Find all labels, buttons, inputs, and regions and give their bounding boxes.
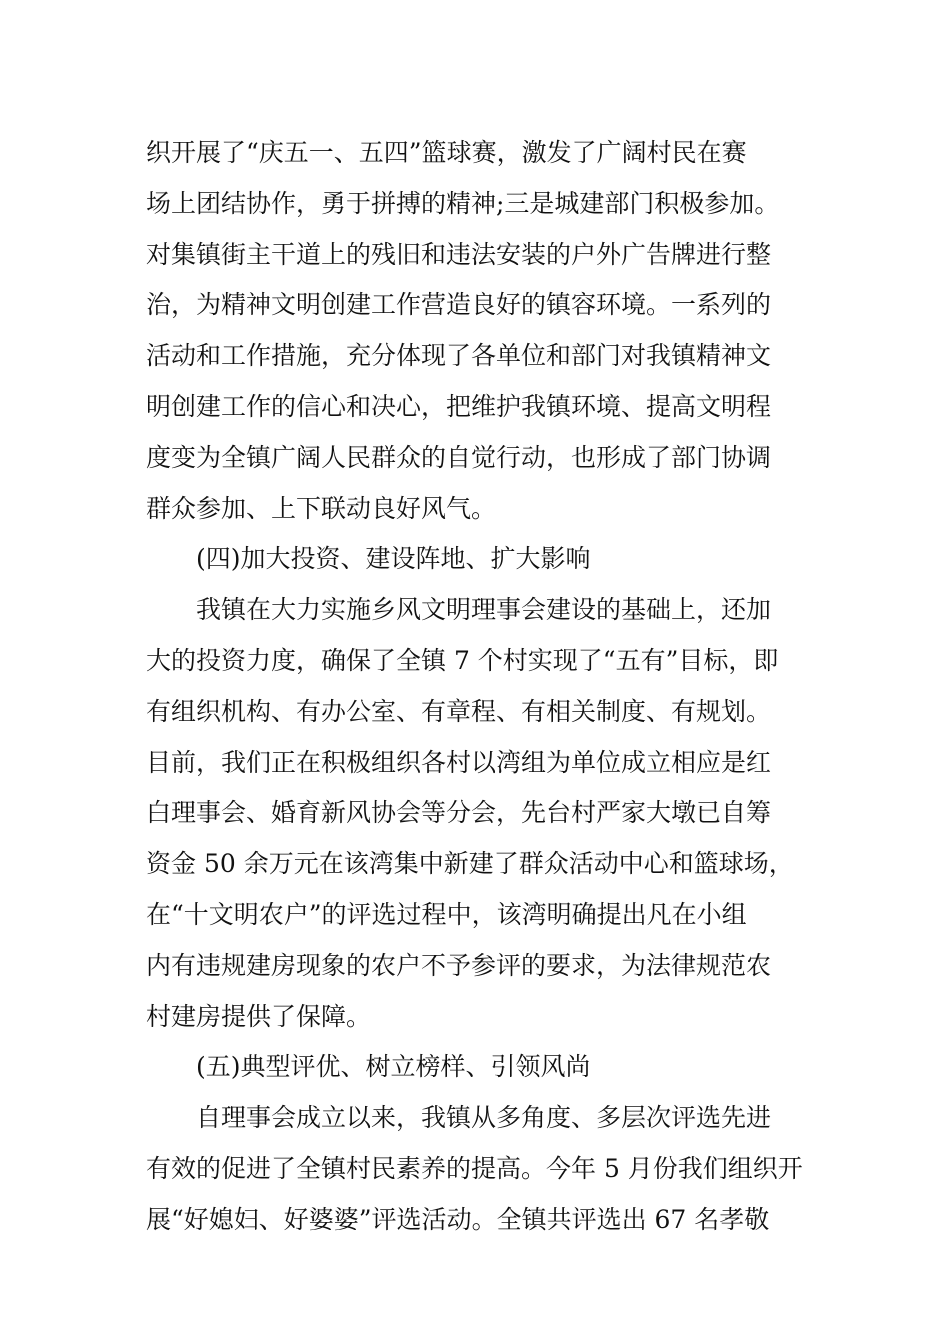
paragraph-line: 群众参加、上下联动良好风气。 xyxy=(146,493,497,523)
paragraph-line: 治，为精神文明创建工作营造良好的镇容环境。一系列的 xyxy=(146,290,772,320)
document-body xyxy=(146,128,806,1246)
section-heading: (四)加大投资、建设阵地、扩大影响 xyxy=(196,544,591,574)
paragraph-line: 白理事会、婚育新风协会等分会，先台村严家大墩已自筹 xyxy=(146,798,772,828)
paragraph-line: 资金 50 余万元在该湾集中新建了群众活动中心和篮球场， xyxy=(146,849,794,879)
paragraph-line: 村建房提供了保障。 xyxy=(146,1001,372,1031)
paragraph-line: 有组织机构、有办公室、有章程、有相关制度、有规划。 xyxy=(146,696,772,726)
paragraph-line: 活动和工作措施，充分体现了各单位和部门对我镇精神文 xyxy=(146,341,772,371)
paragraph-line: 大的投资力度，确保了全镇 7 个村实现了“五有”目标，即 xyxy=(146,645,779,675)
paragraph-line: 在“十文明农户”的评选过程中，该湾明确提出凡在小组 xyxy=(146,899,747,929)
paragraph-line: 对集镇街主干道上的残旧和违法安装的户外广告牌进行整 xyxy=(146,239,772,269)
paragraph-line: 内有违规建房现象的农户不予参评的要求，为法律规范农 xyxy=(146,950,772,980)
paragraph-line: 场上团结协作，勇于拼搏的精神;三是城建部门积极参加。 xyxy=(146,188,780,218)
section-heading: (五)典型评优、树立榜样、引领风尚 xyxy=(196,1052,591,1082)
paragraph-line: 有效的促进了全镇村民素养的提高。今年 5 月份我们组织开 xyxy=(146,1153,803,1183)
paragraph-line: 度变为全镇广阔人民群众的自觉行动，也形成了部门协调 xyxy=(146,442,772,472)
paragraph-line: 明创建工作的信心和决心，把维护我镇环境、提高文明程 xyxy=(146,391,772,421)
paragraph-line: 展“好媳妇、好婆婆”评选活动。全镇共评选出 67 名孝敬 xyxy=(146,1204,770,1234)
paragraph-line: 织开展了“庆五一、五四”篮球赛，激发了广阔村民在赛 xyxy=(146,138,747,167)
paragraph-first-line: 自理事会成立以来，我镇从多角度、多层次评选先进 xyxy=(196,1103,772,1133)
paragraph-first-line: 我镇在大力实施乡风文明理事会建设的基础上，还加 xyxy=(196,595,772,625)
paragraph-line: 目前，我们正在积极组织各村以湾组为单位成立相应是红 xyxy=(146,747,772,777)
